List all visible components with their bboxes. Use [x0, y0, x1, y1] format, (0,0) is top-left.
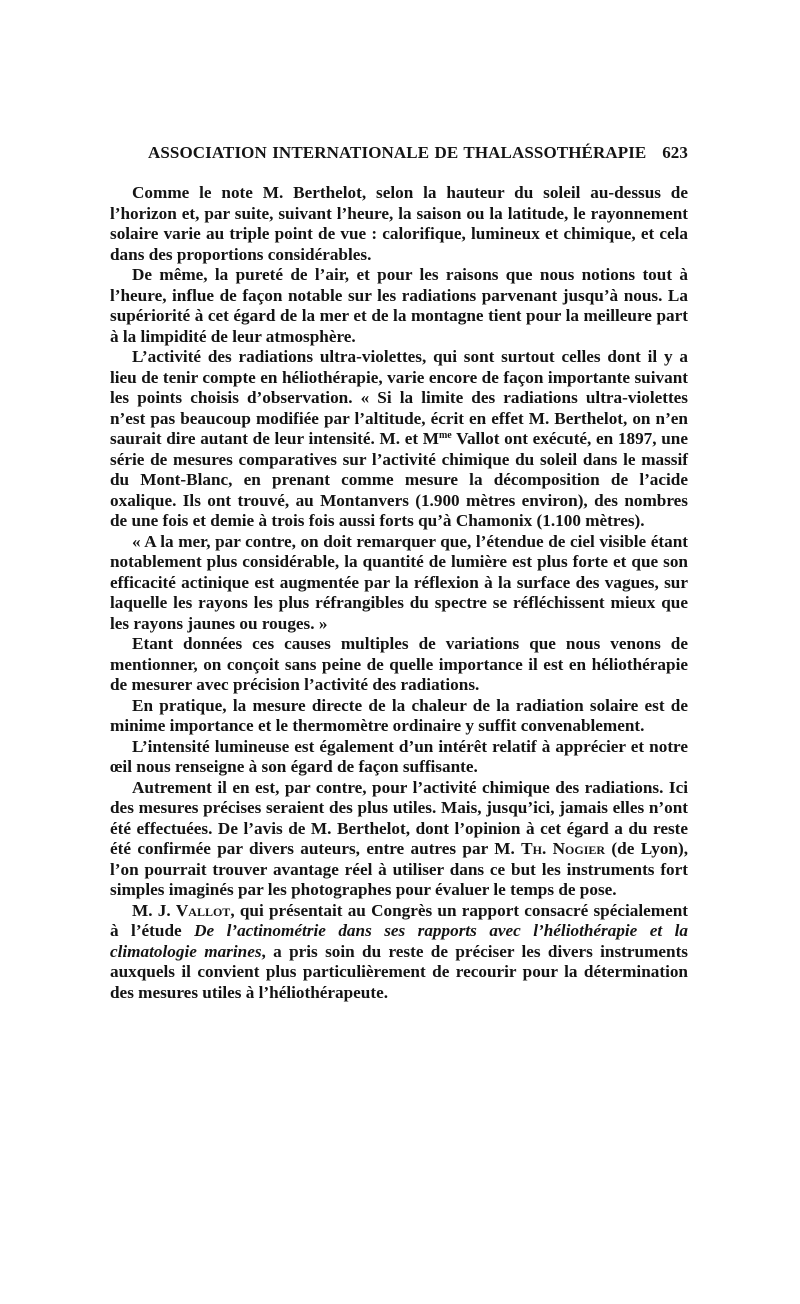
text-run: , a pris soin du reste de préciser les divers instruments auxquels il convient plus particulièrement de recourir pour la détermination des mesures utiles à l’héliothérapeute.: [110, 941, 688, 1002]
running-title: ASSOCIATION INTERNATIONALE DE THALASSOTHÉRAPIE: [148, 143, 647, 162]
author-name: Th. Nogier: [521, 839, 606, 858]
paragraph: Etant données ces causes multiples de variations que nous venons de mentionner, on conçoit sans peine de quelle importance il est en héliothérapie de mesurer avec précision l’activité des radiations.: [110, 634, 688, 694]
superscript: me: [438, 430, 452, 441]
running-header: [148, 143, 688, 169]
text-run: (de Lyon), l’on pourrait trouver avantage réel à utiliser dans ce but les instruments fort simples imaginés par les photographes pour évaluer le temps de pose.: [110, 839, 688, 899]
paragraph: « A la mer, par contre, on doit remarquer que, l’étendue de ciel visible étant notablement plus considérable, la quantité de lumière est plus forte et que son efficacité actinique est augmentée par la réflexion à la surface des vagues, sur laquelle les rayons les plus réfrangibles du spectre se réfléchissent mieux que les rayons jaunes ou rouges. »: [110, 531, 688, 633]
text-run: Autrement il en est, par contre, pour l’activité chimique des radiations. Ici des mesures précises seraient des plus utiles. Mais, jusqu’ici, jamais elles n’ont été effectuées. De l’avis de M. Berthelot, dont l’opinion à cet égard a du reste été confirmée par divers auteurs, entre autres par M.: [110, 777, 688, 858]
paragraph: [110, 901, 688, 1004]
paragraph: [110, 778, 688, 901]
paragraph: Comme le note M. Berthelot, selon la hauteur du soleil au-dessus de l’horizon et, par suite, suivant l’heure, la saison ou la latitude, le rayonnement solaire varie au triple point de vue : calorifique, lumineux et chimique, et cela dans des proportions considérables.: [110, 183, 688, 264]
author-name: Vallot: [175, 900, 231, 920]
text-run: Vallot ont exécuté, en 1897, une série de mesures comparatives sur l’activité chimique du soleil dans le massif du Mont-Blanc, en prenant comme mesure la décomposition de l’acide oxalique. Ils ont trouvé, au Montanvers (1.900 mètres environ), des nombres de une fois et demie à trois fois aussi forts qu’à Chamonix (1.100 mètres).: [110, 429, 688, 530]
paragraph: De même, la pureté de l’air, et pour les raisons que nous notions tout à l’heure, influe de façon notable sur les radiations parvenant jusqu’à nous. La supériorité à cet égard de la mer et de la montagne tient pour la meilleure part à la limpidité de leur atmosphère.: [110, 265, 688, 346]
text-run: L’activité des radiations ultra-violettes, qui sont surtout celles dont il y a lieu de tenir compte en héliothérapie, varie encore de façon importante suivant les points choisis d’observation. « Si la limite des radiations ultra-violettes n’est pas beaucoup modifiée par l’altitude, écrit en effet M. Berthelot, on n’en saurait dire autant de leur intensité. M. et M: [110, 347, 688, 448]
text-run: M. J.: [132, 900, 176, 920]
paragraph: L’intensité lumineuse est également d’un intérêt relatif à apprécier et notre œil nous renseigne à son égard de façon suffisante.: [110, 736, 688, 776]
body-text: [110, 183, 688, 1003]
page-number: 623: [662, 143, 688, 162]
paragraph: En pratique, la mesure directe de la chaleur de la radiation solaire est de minime importance et le thermomètre ordinaire y suffit convenablement.: [110, 695, 688, 735]
paragraph: [110, 347, 688, 532]
work-title: De l’actinométrie dans ses rapports avec l’héliothérapie et la climatologie marines: [110, 921, 688, 961]
text-run: , qui présentait au Congrès un rapport consacré spécialement à l’étude: [110, 900, 688, 940]
